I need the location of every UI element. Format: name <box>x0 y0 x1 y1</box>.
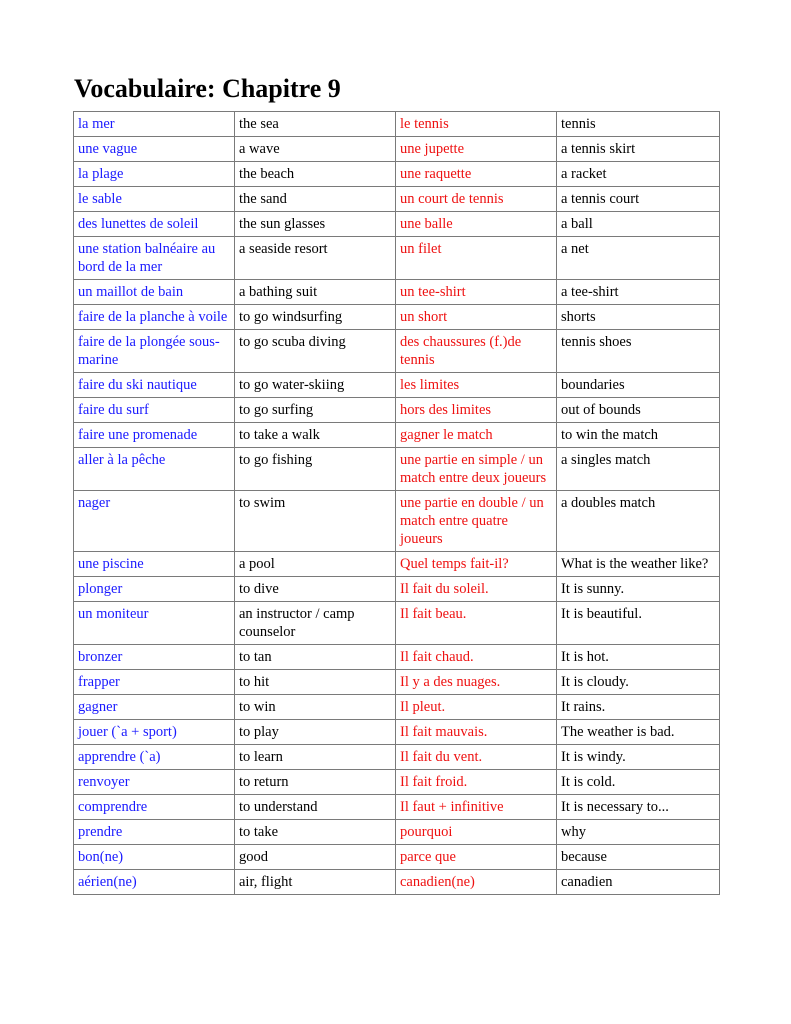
french-term-cell: Il fait du soleil. <box>396 577 557 602</box>
table-row <box>74 187 720 212</box>
english-translation-cell: to return <box>235 770 396 795</box>
french-term-cell: bronzer <box>74 645 235 670</box>
french-term-cell: une partie en double / un match entre quatre joueurs <box>396 491 557 552</box>
english-translation-cell: to go fishing <box>235 448 396 491</box>
table-row <box>74 280 720 305</box>
english-translation-cell: a tennis skirt <box>557 137 720 162</box>
french-term-cell: un tee-shirt <box>396 280 557 305</box>
french-term-cell: Il faut + infinitive <box>396 795 557 820</box>
french-term-cell: parce que <box>396 845 557 870</box>
french-term-cell: Il pleut. <box>396 695 557 720</box>
english-translation-cell: out of bounds <box>557 398 720 423</box>
table-row <box>74 137 720 162</box>
table-row <box>74 602 720 645</box>
french-term-cell: bon(ne) <box>74 845 235 870</box>
english-translation-cell: It is beautiful. <box>557 602 720 645</box>
table-row <box>74 162 720 187</box>
french-term-cell: une jupette <box>396 137 557 162</box>
table-row <box>74 423 720 448</box>
table-row <box>74 552 720 577</box>
english-translation-cell: What is the weather like? <box>557 552 720 577</box>
english-translation-cell: to hit <box>235 670 396 695</box>
french-term-cell: la mer <box>74 112 235 137</box>
french-term-cell: le sable <box>74 187 235 212</box>
french-term-cell: Il y a des nuages. <box>396 670 557 695</box>
french-term-cell: pourquoi <box>396 820 557 845</box>
french-term-cell: la plage <box>74 162 235 187</box>
english-translation-cell: a racket <box>557 162 720 187</box>
french-term-cell: des chaussures (f.)de tennis <box>396 330 557 373</box>
english-translation-cell: a seaside resort <box>235 237 396 280</box>
english-translation-cell: The weather is bad. <box>557 720 720 745</box>
table-row <box>74 695 720 720</box>
french-term-cell: faire une promenade <box>74 423 235 448</box>
table-row <box>74 795 720 820</box>
french-term-cell: Il fait du vent. <box>396 745 557 770</box>
table-row <box>74 212 720 237</box>
table-row <box>74 820 720 845</box>
english-translation-cell: to take a walk <box>235 423 396 448</box>
table-row <box>74 448 720 491</box>
french-term-cell: des lunettes de soleil <box>74 212 235 237</box>
french-term-cell: Quel temps fait-il? <box>396 552 557 577</box>
french-term-cell: apprendre (`a) <box>74 745 235 770</box>
english-translation-cell: to take <box>235 820 396 845</box>
table-row <box>74 112 720 137</box>
english-translation-cell: the sea <box>235 112 396 137</box>
english-translation-cell: why <box>557 820 720 845</box>
french-term-cell: aller à la pêche <box>74 448 235 491</box>
english-translation-cell: It is necessary to... <box>557 795 720 820</box>
english-translation-cell: a tennis court <box>557 187 720 212</box>
french-term-cell: une raquette <box>396 162 557 187</box>
french-term-cell: le tennis <box>396 112 557 137</box>
french-term-cell: une vague <box>74 137 235 162</box>
english-translation-cell: to go water-skiing <box>235 373 396 398</box>
french-term-cell: une balle <box>396 212 557 237</box>
english-translation-cell: good <box>235 845 396 870</box>
table-row <box>74 770 720 795</box>
french-term-cell: un moniteur <box>74 602 235 645</box>
english-translation-cell: a doubles match <box>557 491 720 552</box>
english-translation-cell: the beach <box>235 162 396 187</box>
english-translation-cell: an instructor / camp counselor <box>235 602 396 645</box>
table-row <box>74 720 720 745</box>
english-translation-cell: tennis shoes <box>557 330 720 373</box>
french-term-cell: prendre <box>74 820 235 845</box>
vocabulary-table <box>73 111 720 895</box>
english-translation-cell: to swim <box>235 491 396 552</box>
table-row <box>74 845 720 870</box>
table-row <box>74 577 720 602</box>
english-translation-cell: a pool <box>235 552 396 577</box>
english-translation-cell: because <box>557 845 720 870</box>
english-translation-cell: It is hot. <box>557 645 720 670</box>
table-row <box>74 237 720 280</box>
french-term-cell: jouer (`a + sport) <box>74 720 235 745</box>
french-term-cell: nager <box>74 491 235 552</box>
french-term-cell: une partie en simple / un match entre deux joueurs <box>396 448 557 491</box>
french-term-cell: renvoyer <box>74 770 235 795</box>
french-term-cell: frapper <box>74 670 235 695</box>
french-term-cell: gagner le match <box>396 423 557 448</box>
english-translation-cell: It is cloudy. <box>557 670 720 695</box>
french-term-cell: Il fait chaud. <box>396 645 557 670</box>
french-term-cell: aérien(ne) <box>74 870 235 895</box>
english-translation-cell: boundaries <box>557 373 720 398</box>
french-term-cell: Il fait beau. <box>396 602 557 645</box>
table-row <box>74 645 720 670</box>
english-translation-cell: the sun glasses <box>235 212 396 237</box>
table-row <box>74 373 720 398</box>
english-translation-cell: It is cold. <box>557 770 720 795</box>
english-translation-cell: a singles match <box>557 448 720 491</box>
english-translation-cell: to win <box>235 695 396 720</box>
english-translation-cell: shorts <box>557 305 720 330</box>
table-row <box>74 398 720 423</box>
english-translation-cell: to dive <box>235 577 396 602</box>
french-term-cell: faire du surf <box>74 398 235 423</box>
english-translation-cell: to win the match <box>557 423 720 448</box>
french-term-cell: une station balnéaire au bord de la mer <box>74 237 235 280</box>
french-term-cell: faire de la plongée sous-marine <box>74 330 235 373</box>
english-translation-cell: tennis <box>557 112 720 137</box>
english-translation-cell: the sand <box>235 187 396 212</box>
english-translation-cell: It rains. <box>557 695 720 720</box>
french-term-cell: Il fait froid. <box>396 770 557 795</box>
english-translation-cell: to understand <box>235 795 396 820</box>
french-term-cell: comprendre <box>74 795 235 820</box>
french-term-cell: hors des limites <box>396 398 557 423</box>
english-translation-cell: air, flight <box>235 870 396 895</box>
french-term-cell: Il fait mauvais. <box>396 720 557 745</box>
english-translation-cell: a net <box>557 237 720 280</box>
french-term-cell: faire de la planche à voile <box>74 305 235 330</box>
english-translation-cell: a tee-shirt <box>557 280 720 305</box>
french-term-cell: plonger <box>74 577 235 602</box>
english-translation-cell: to play <box>235 720 396 745</box>
english-translation-cell: a wave <box>235 137 396 162</box>
french-term-cell: un maillot de bain <box>74 280 235 305</box>
french-term-cell: un short <box>396 305 557 330</box>
english-translation-cell: to learn <box>235 745 396 770</box>
french-term-cell: un court de tennis <box>396 187 557 212</box>
english-translation-cell: a bathing suit <box>235 280 396 305</box>
table-row <box>74 870 720 895</box>
table-row <box>74 745 720 770</box>
english-translation-cell: to go windsurfing <box>235 305 396 330</box>
english-translation-cell: It is windy. <box>557 745 720 770</box>
french-term-cell: une piscine <box>74 552 235 577</box>
french-term-cell: canadien(ne) <box>396 870 557 895</box>
english-translation-cell: It is sunny. <box>557 577 720 602</box>
table-row <box>74 670 720 695</box>
english-translation-cell: to tan <box>235 645 396 670</box>
french-term-cell: les limites <box>396 373 557 398</box>
french-term-cell: faire du ski nautique <box>74 373 235 398</box>
english-translation-cell: to go scuba diving <box>235 330 396 373</box>
table-row <box>74 305 720 330</box>
english-translation-cell: canadien <box>557 870 720 895</box>
vocabulary-table-body <box>74 112 720 895</box>
french-term-cell: un filet <box>396 237 557 280</box>
french-term-cell: gagner <box>74 695 235 720</box>
table-row <box>74 330 720 373</box>
english-translation-cell: a ball <box>557 212 720 237</box>
page-title: Vocabulaire: Chapitre 9 <box>74 74 341 103</box>
table-row <box>74 491 720 552</box>
english-translation-cell: to go surfing <box>235 398 396 423</box>
